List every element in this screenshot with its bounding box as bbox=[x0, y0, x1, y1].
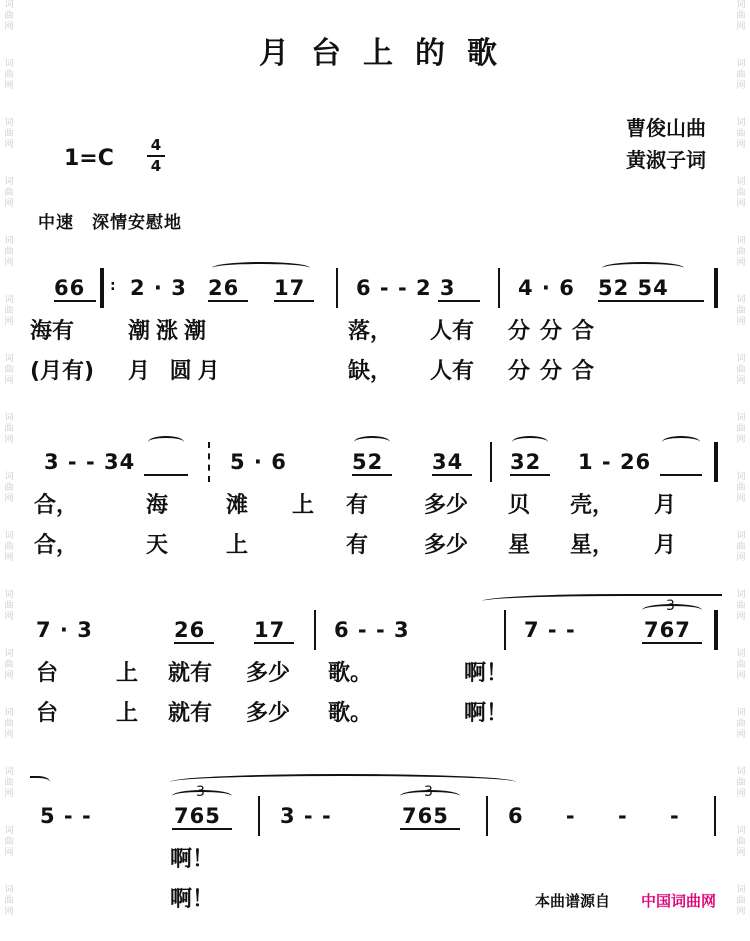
note-group: 2 · 3 bbox=[130, 276, 187, 300]
lyric: 海有 bbox=[30, 319, 75, 344]
note-group: 3 - - bbox=[280, 804, 332, 828]
score-line-1 bbox=[30, 268, 720, 394]
watermark-text: 词 曲 网 bbox=[4, 0, 14, 32]
lyrics-verse-2 bbox=[30, 882, 720, 922]
lyric: 月 bbox=[654, 533, 677, 558]
note-group: 7 · 3 bbox=[36, 618, 93, 642]
watermark-text: 词 曲 网 bbox=[736, 177, 746, 209]
notation-row: 66 : 2 · 3 26 17 6 - - 2 3 4 · 6 52 54 bbox=[30, 268, 720, 308]
watermark-text: 词 曲 网 bbox=[4, 590, 14, 622]
watermark-text: 词 曲 网 bbox=[4, 413, 14, 445]
watermark-text: 词 曲 网 bbox=[736, 826, 746, 858]
watermark-text: 词 曲 网 bbox=[736, 767, 746, 799]
score-line-3 bbox=[30, 598, 720, 736]
lyric: 啊！ bbox=[170, 887, 215, 912]
notation-row bbox=[30, 442, 720, 482]
composer-credit: 曹俊山曲 bbox=[626, 116, 706, 140]
lyric: 上 bbox=[116, 701, 139, 726]
note-group: 765 bbox=[174, 804, 221, 828]
lyric: 歌。 bbox=[328, 701, 373, 726]
note-group: 34 bbox=[432, 450, 464, 474]
lyric: 就有 bbox=[168, 661, 213, 686]
note-group: 6 - - 3 bbox=[334, 618, 410, 642]
watermark-text: 词 曲 网 bbox=[4, 59, 14, 91]
lyric: 上 bbox=[292, 493, 315, 518]
triplet-mark: 3 bbox=[196, 784, 205, 800]
lyrics-verse-1 bbox=[30, 842, 720, 882]
lyric: 人有 bbox=[430, 359, 475, 384]
note-group: 17 bbox=[274, 276, 306, 300]
lyric: 有 bbox=[346, 533, 369, 558]
lyrics-verse-2 bbox=[30, 528, 720, 568]
score-line-2 bbox=[30, 442, 720, 568]
score-line-4 bbox=[30, 784, 720, 922]
watermark-text: 词 曲 网 bbox=[4, 649, 14, 681]
lyric: 贝 bbox=[508, 493, 531, 518]
note-group: 5 · 6 bbox=[230, 450, 287, 474]
watermark-text: 词 曲 网 bbox=[736, 295, 746, 327]
lyric: 啊！ bbox=[464, 701, 509, 726]
triplet-mark: 3 bbox=[424, 784, 433, 800]
lyric: 人有 bbox=[430, 319, 475, 344]
lyric: 歌。 bbox=[328, 661, 373, 686]
watermark-text: 词 曲 网 bbox=[4, 118, 14, 150]
key-signature: 1=C bbox=[64, 146, 114, 171]
lyric: (月有) bbox=[30, 359, 95, 384]
footer-source: 本曲谱源自 bbox=[534, 892, 610, 910]
notation-row bbox=[30, 598, 720, 650]
lyric: 合， bbox=[34, 533, 79, 558]
watermark-text: 词 曲 网 bbox=[736, 885, 746, 917]
lyric: 多少 bbox=[424, 493, 469, 518]
watermark-text: 词 曲 网 bbox=[4, 826, 14, 858]
lyric: 月 bbox=[654, 493, 677, 518]
lyrics-verse-2 bbox=[30, 354, 720, 394]
note-group: 1 - 26 bbox=[578, 450, 652, 474]
note-group: 17 bbox=[254, 618, 286, 642]
note-group: 6 - - - bbox=[508, 804, 697, 828]
lyric: 潮涨潮 bbox=[128, 319, 213, 344]
watermark-text: 词 曲 网 bbox=[736, 649, 746, 681]
lyric: 落， bbox=[348, 319, 393, 344]
watermark-text: 词 曲 网 bbox=[4, 708, 14, 740]
lyric: 月 圆月 bbox=[128, 359, 226, 384]
time-sig-top: 4 bbox=[150, 136, 162, 154]
lyric: 分分合 bbox=[508, 359, 605, 384]
lyricist-credit: 黄淑子词 bbox=[626, 148, 706, 172]
lyric: 就有 bbox=[168, 701, 213, 726]
notation-row bbox=[30, 784, 720, 836]
note-group: 767 bbox=[644, 618, 691, 642]
note-group: 52 54 bbox=[598, 276, 669, 300]
note-group: 6 - - 2 3 bbox=[356, 276, 456, 300]
watermark-text: 词 曲 网 bbox=[736, 531, 746, 563]
note-group: 4 · 6 bbox=[518, 276, 575, 300]
watermark-text: 词 曲 网 bbox=[736, 59, 746, 91]
lyric: 星， bbox=[570, 533, 615, 558]
lyric: 多少 bbox=[246, 701, 291, 726]
lyrics-verse-1 bbox=[30, 488, 720, 528]
lyric: 多少 bbox=[424, 533, 469, 558]
lyric: 啊！ bbox=[464, 661, 509, 686]
watermark-text: 词 曲 网 bbox=[4, 354, 14, 386]
lyric: 多少 bbox=[246, 661, 291, 686]
note-group: 52 bbox=[352, 450, 384, 474]
lyrics-verse-1 bbox=[30, 656, 720, 696]
lyric: 上 bbox=[226, 533, 249, 558]
note-group: 66 bbox=[54, 276, 86, 300]
lyric: 天 bbox=[146, 533, 169, 558]
lyric: 台 bbox=[36, 701, 59, 726]
note-group: 32 bbox=[510, 450, 542, 474]
watermark-right bbox=[734, 0, 748, 941]
lyric: 啊！ bbox=[170, 847, 215, 872]
note-group: 765 bbox=[402, 804, 449, 828]
watermark-text: 词 曲 网 bbox=[736, 236, 746, 268]
time-sig-bottom: 4 bbox=[150, 157, 162, 175]
lyrics-verse-1 bbox=[30, 314, 720, 354]
lyric: 上 bbox=[116, 661, 139, 686]
watermark-text: 词 曲 网 bbox=[4, 177, 14, 209]
note-group: 26 bbox=[174, 618, 206, 642]
watermark-text: 词 曲 网 bbox=[4, 295, 14, 327]
watermark-text: 词 曲 网 bbox=[736, 708, 746, 740]
lyric: 滩 bbox=[226, 493, 249, 518]
time-signature bbox=[146, 136, 166, 176]
watermark-text: 词 曲 网 bbox=[4, 885, 14, 917]
lyric: 有 bbox=[346, 493, 369, 518]
watermark-text: 词 曲 网 bbox=[4, 767, 14, 799]
lyric: 合， bbox=[34, 493, 79, 518]
watermark-text: 词 曲 网 bbox=[4, 531, 14, 563]
watermark-text: 词 曲 网 bbox=[736, 118, 746, 150]
watermark-text: 词 曲 网 bbox=[736, 0, 746, 32]
watermark-text: 词 曲 网 bbox=[4, 472, 14, 504]
note-group: 7 - - bbox=[524, 618, 576, 642]
lyric: 壳， bbox=[570, 493, 615, 518]
tempo-marking: 中速 深情安慰地 bbox=[38, 213, 182, 233]
watermark-left bbox=[2, 0, 16, 941]
lyrics-verse-2 bbox=[30, 696, 720, 736]
note-group: 5 - - bbox=[40, 804, 92, 828]
watermark-text: 词 曲 网 bbox=[736, 590, 746, 622]
lyric: 星 bbox=[508, 533, 531, 558]
footer-site-link[interactable]: 中国词曲网 bbox=[640, 892, 716, 910]
watermark-text: 词 曲 网 bbox=[4, 236, 14, 268]
lyric: 海 bbox=[146, 493, 169, 518]
lyric: 分分合 bbox=[508, 319, 605, 344]
lyric: 台 bbox=[36, 661, 59, 686]
note-group: 3 - - 34 bbox=[44, 450, 136, 474]
watermark-text: 词 曲 网 bbox=[736, 413, 746, 445]
lyric: 缺， bbox=[348, 359, 393, 384]
watermark-text: 词 曲 网 bbox=[736, 472, 746, 504]
note-group: 26 bbox=[208, 276, 240, 300]
song-title: 月台上的歌 bbox=[259, 36, 519, 71]
watermark-text: 词 曲 网 bbox=[736, 354, 746, 386]
triplet-mark: 3 bbox=[666, 598, 675, 614]
